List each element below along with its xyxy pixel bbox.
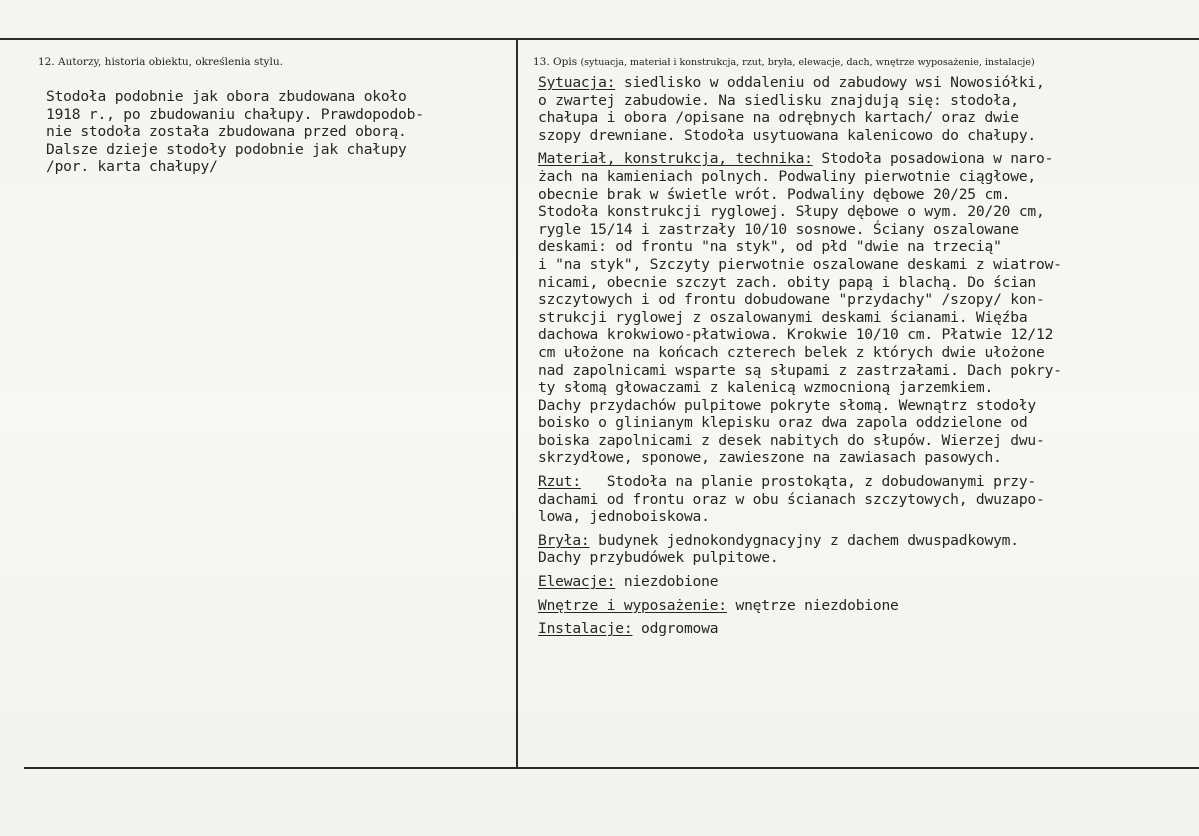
section-line: szczytowych i od frontu dobudowane "przydachy" /szopy/ kon- [538, 291, 1045, 309]
top-rule [0, 38, 1199, 40]
section-line: szopy drewniane. Stodoła usytuowana kalenicowo do chałupy. [538, 126, 1036, 144]
section-line: chałupa i obora /opisane na odrębnych kartach/ oraz dwie [538, 109, 1019, 127]
section-elewacje [538, 573, 1188, 591]
history-line: /por. karta chałupy/ [46, 158, 218, 176]
section-text: niezdobione [615, 573, 719, 591]
section-instalacje [538, 620, 1188, 638]
section-line: boisko o glinianym klepisku oraz dwa zapola oddzielone od [538, 414, 1028, 432]
history-line: nie stodoła została zbudowana przed oborą. [46, 123, 407, 141]
section-line: nicami, obecnie szczyt zach. obity papą i blachą. Do ścian [538, 273, 1036, 291]
section-text: Stodoła na planie prostokąta, z dobudowanymi przy- [580, 473, 1037, 491]
section-label: Instalacje: [538, 620, 633, 638]
field-13-header [533, 56, 1035, 68]
section-text: odgromowa [632, 620, 719, 638]
section-bryla [538, 532, 1188, 567]
section-line: boiska zapolnicami z desek nabitych do słupów. Wierzej dwu- [538, 431, 1045, 449]
section-line: Stodoła konstrukcji ryglowej. Słupy dębowe o wym. 20/20 cm, [538, 203, 1045, 221]
section-line: dachami od frontu oraz w obu ścianach szczytowych, dwuzapo- [538, 490, 1045, 508]
column-divider [516, 38, 518, 768]
bottom-rule [24, 767, 1199, 769]
section-label: Materiał, konstrukcja, technika: [538, 150, 813, 168]
history-line: Dalsze dzieje stodoły podobnie jak chałupy [46, 140, 407, 158]
section-wnetrze [538, 597, 1188, 615]
section-line: strukcji ryglowej z oszalowanymi deskami ścianami. Więźba [538, 308, 1028, 326]
section-material [538, 150, 1188, 467]
section-line: Dachy przybudówek pulpitowe. [538, 549, 779, 567]
section-label: Elewacje: [538, 573, 616, 591]
section-text: budynek jednokondygnacyjny z dachem dwuspadkowym. [589, 531, 1019, 549]
section-line: deskami: od frontu "na styk", od płd "dwie na trzecią" [538, 238, 1002, 256]
section-line: dachowa krokwiowo-płatwiowa. Krokwie 10/10 cm. Płatwie 12/12 [538, 326, 1054, 344]
section-line: o zwartej zabudowie. Na siedlisku znajdują się: stodoła, [538, 91, 1019, 109]
section-label: Bryła: [538, 531, 590, 549]
section-line: ty słomą głowaczami z kalenicą wzmocnioną jarzemkiem. [538, 379, 994, 397]
section-line: i "na styk", Szczyty pierwotnie oszalowane deskami z wiatrow- [538, 255, 1062, 273]
description-text [538, 74, 1188, 644]
section-line: obecnie brak w świetle wrót. Podwaliny dębowe 20/25 cm. [538, 185, 1011, 203]
section-text: wnętrze niezdobione [726, 596, 899, 614]
section-line: cm ułożone na końcach czterech belek z których dwie ułożone [538, 343, 1045, 361]
section-line: rygle 15/14 i zastrzały 10/10 sosnowe. Ściany oszalowane [538, 220, 1019, 238]
section-line: Dachy przydachów pulpitowe pokryte słomą. Wewnątrz stodoły [538, 396, 1036, 414]
section-label: Sytuacja: [538, 74, 616, 91]
section-text: siedlisko w oddaleniu od zabudowy wsi Nowosiółki, [615, 74, 1045, 91]
section-sytuacja [538, 74, 1188, 144]
field-13-subtitle: (sytuacja, materiał i konstrukcja, rzut, bryła, elewacje, dach, wnętrze wyposażenie, instalacje) [580, 57, 1035, 68]
section-line: lowa, jednoboiskowa. [538, 508, 710, 526]
section-rzut [538, 473, 1188, 526]
field-12-header: 12. Autorzy, historia obiektu, określenia stylu. [38, 56, 283, 68]
section-line: nad zapolnicami wsparte są słupami z zastrzałami. Dach pokry- [538, 361, 1062, 379]
section-line: skrzydłowe, sponowe, zawieszone na zawiasach pasowych. [538, 449, 1002, 467]
section-label: Wnętrze i wyposażenie: [538, 596, 727, 614]
history-line: Stodoła podobnie jak obora zbudowana około [46, 88, 407, 105]
history-line: 1918 r., po zbudowaniu chałupy. Prawdopodob- [46, 105, 424, 123]
section-label: Rzut: [538, 473, 581, 491]
history-text [46, 88, 516, 176]
section-line: żach na kamieniach polnych. Podwaliny pierwotnie ciągłowe, [538, 167, 1036, 185]
field-13-number: 13. Opis [533, 56, 578, 68]
section-text: Stodoła posadowiona w naro- [812, 150, 1054, 168]
